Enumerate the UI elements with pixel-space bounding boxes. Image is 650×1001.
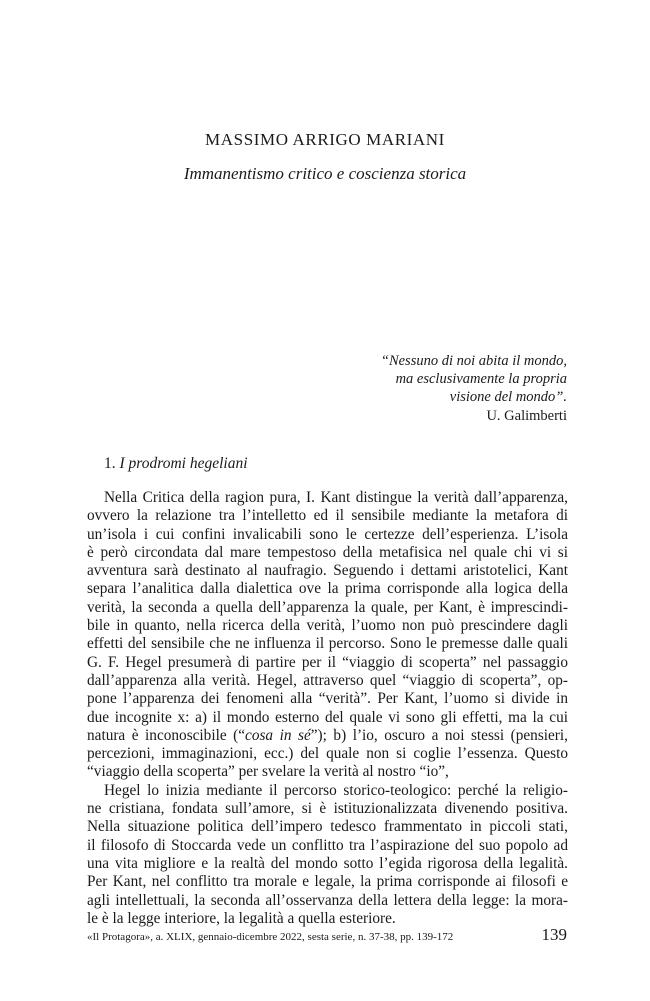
text-line: bile in quanto, nella ricerca della verità, l’uomo non può prescindere dagli (87, 617, 568, 635)
text-line: ne cristiana, fondata sull’amore, si è istituzionalizzata divenendo positiva. (87, 800, 568, 818)
section-heading (104, 455, 248, 473)
text-line: Nella Critica della ragion pura, I. Kant distingue la verità dall’apparenza, (104, 489, 568, 506)
text-line: effetti del sensibile che ne influenza il percorso. Sono le premesse dalle quali (87, 635, 568, 653)
page-number: 139 (541, 925, 567, 944)
text-line: Hegel lo inizia mediante il percorso storico-teologico: perché la religio- (104, 781, 568, 799)
text-line: il filosofo di Stoccarda vede un conflitto tra l’aspirazione del suo popolo ad (87, 836, 568, 854)
article-title: Immanentismo critico e coscienza storica (183, 164, 467, 183)
italic-term: cosa in sé (245, 726, 311, 744)
text-line (87, 727, 568, 745)
text-line: due incognite x: a) il mondo esterno del quale vi sono gli effetti, ma la cui (87, 708, 568, 726)
text-line: “viaggio della scoperta” per svelare la verità al nostro “io”, (87, 763, 449, 781)
text-line: verità, la seconda a quella dell’apparenza la quale, per Kant, è imprescindi- (87, 598, 568, 616)
text-line: avventura sarà destinato al naufragio. Seguendo i dettami aristotelici, Kant (87, 562, 568, 580)
body-text (87, 489, 568, 928)
text-line: separa l’analitica dalla dialettica ove la prima corrisponde alla logica della (87, 580, 568, 598)
text-line: G. F. Hegel presumerà di partire per il “viaggio di scoperta” nel passaggio (87, 653, 568, 671)
epigraph-line: visione del mondo”. (449, 389, 567, 405)
text-line: ovvero la relazione tra l’intelletto ed il sensibile mediante la metafora di (87, 507, 568, 525)
text-fragment: natura è inconoscibile (“ (87, 726, 246, 744)
text-line: è però circondata dal mare tempestoso della metafisica nel quale chi vi si (87, 543, 568, 561)
footer-citation: «Il Protagora», a. XLIX, gennaio-dicembre 2022, sesta serie, n. 37-38, pp. 139-172 (87, 931, 454, 943)
epigraph (267, 352, 567, 425)
section-number: 1. (104, 455, 116, 472)
text-line: dall’apparenza alla verità. Hegel, attraverso quel “viaggio di scoperta”, op- (87, 671, 568, 689)
text-line: percezioni, immaginazioni, ecc.) del quale non si coglie l’essenza. Questo (87, 745, 568, 763)
epigraph-line: ma esclusivamente la propria (395, 371, 567, 387)
text-line: una vita migliore e la realtà del mondo sotto l’egida rigorosa della legalità. (87, 854, 568, 872)
text-line: le è la legge interiore, la legalità a quella esteriore. (87, 909, 396, 927)
text-line: Per Kant, nel conflitto tra morale e legale, la prima corrisponde ai filosofi e (87, 873, 568, 891)
article-author: MASSIMO ARRIGO MARIANI (205, 130, 445, 149)
text-fragment: ”); b) l’io, oscuro a noi stessi (pensieri, (310, 726, 568, 744)
section-title: I prodromi hegeliani (119, 455, 248, 472)
epigraph-author: U. Galimberti (486, 408, 567, 424)
text-line: pone l’apparenza dei fenomeni alla “verità”. Per Kant, l’uomo si divide in (87, 690, 568, 708)
text-line: agli intellettuali, la seconda all’osservanza della lettera della legge: la mora- (87, 891, 568, 909)
text-line: un’isola i cui confini invalicabili sono le certezze dell’esperienza. L’isola (87, 525, 568, 543)
text-line: Nella situazione politica dell’impero tedesco frammentato in piccoli stati, (87, 818, 568, 836)
epigraph-line: “Nessuno di noi abita il mondo, (380, 353, 567, 369)
